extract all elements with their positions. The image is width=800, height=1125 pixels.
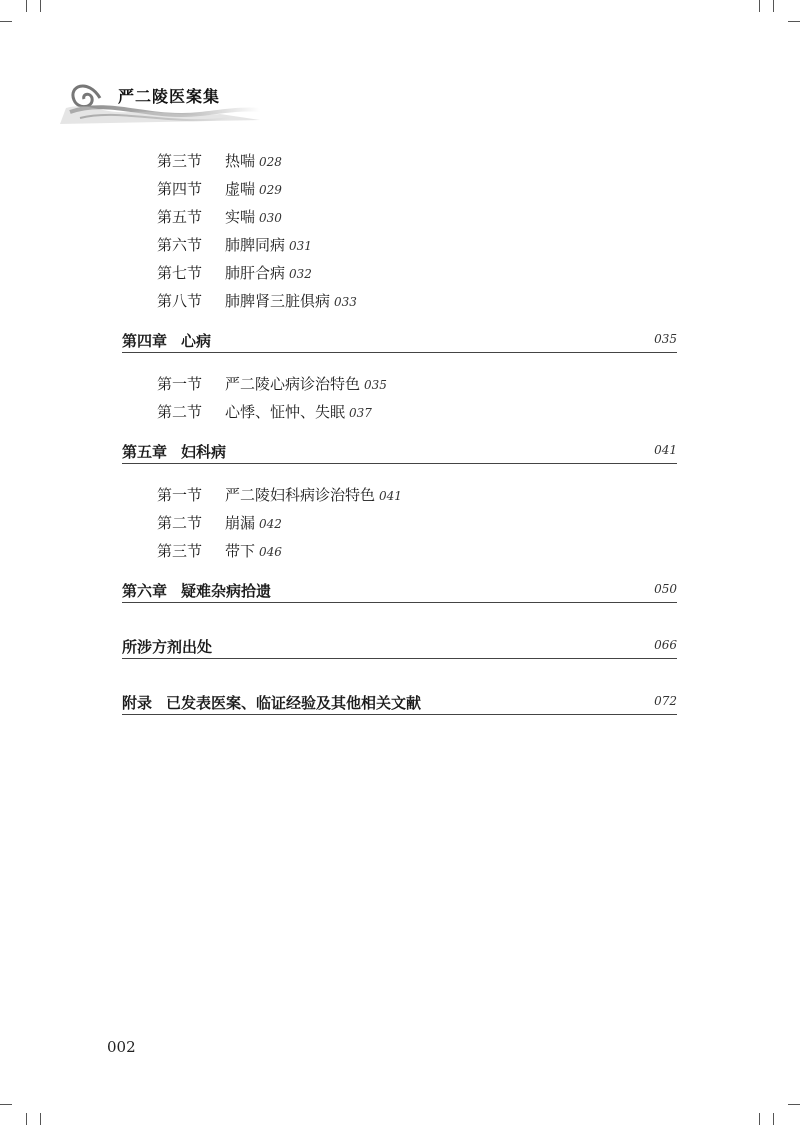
section-page: 031 <box>289 239 312 253</box>
chapter-title: 心病 <box>181 332 212 350</box>
toc-chapter[interactable] <box>122 580 677 603</box>
crop-mark <box>759 0 760 12</box>
crop-mark <box>759 1113 760 1125</box>
book-title: 严二陵医案集 <box>118 87 221 106</box>
section-title: 肺脾肾三脏俱病 <box>225 292 331 310</box>
chapter-number: 第六章 <box>122 582 168 600</box>
section-number: 第五节 <box>157 208 203 226</box>
section-page: 033 <box>334 295 357 309</box>
crop-mark <box>40 1113 41 1125</box>
section-title: 崩漏 <box>225 514 256 532</box>
section-number: 第一节 <box>157 486 203 504</box>
section-page: 035 <box>364 378 387 392</box>
chapter-title: 妇科病 <box>181 443 227 461</box>
section-title: 肺脾同病 <box>225 236 286 254</box>
chapter-page: 041 <box>654 443 677 457</box>
section-title: 心悸、怔忡、失眠 <box>225 403 346 421</box>
chapter-title: 所涉方剂出处 <box>122 638 213 656</box>
toc-chapter[interactable] <box>122 692 677 715</box>
toc-section[interactable] <box>157 234 312 255</box>
section-number: 第二节 <box>157 403 203 421</box>
toc-section[interactable] <box>157 401 372 422</box>
toc-section[interactable] <box>157 512 282 533</box>
chapter-page: 050 <box>654 582 677 596</box>
toc-section[interactable] <box>157 262 312 283</box>
toc-section[interactable] <box>157 150 282 171</box>
toc-section[interactable] <box>157 178 282 199</box>
crop-mark <box>0 1104 12 1105</box>
toc-section[interactable] <box>157 290 357 311</box>
section-page: 032 <box>289 267 312 281</box>
section-page: 046 <box>259 545 282 559</box>
section-title: 带下 <box>225 542 256 560</box>
section-page: 042 <box>259 517 282 531</box>
toc-section[interactable] <box>157 484 402 505</box>
section-number: 第一节 <box>157 375 203 393</box>
section-title: 严二陵妇科病诊治特色 <box>225 486 376 504</box>
section-number: 第七节 <box>157 264 203 282</box>
chapter-page: 066 <box>654 638 677 652</box>
section-page: 037 <box>349 406 372 420</box>
section-page: 041 <box>379 489 402 503</box>
section-title: 肺肝合病 <box>225 264 286 282</box>
section-page: 030 <box>259 211 282 225</box>
section-title: 虚喘 <box>225 180 256 198</box>
chapter-page: 035 <box>654 332 677 346</box>
section-number: 第八节 <box>157 292 203 310</box>
crop-mark <box>773 1113 774 1125</box>
chapter-title: 已发表医案、临证经验及其他相关文献 <box>166 694 422 712</box>
section-page: 029 <box>259 183 282 197</box>
section-number: 第四节 <box>157 180 203 198</box>
chapter-page: 072 <box>654 694 677 708</box>
chapter-title: 疑难杂病拾遗 <box>181 582 272 600</box>
page-number: 002 <box>107 1038 136 1056</box>
crop-mark <box>26 0 27 12</box>
chapter-number: 附录 <box>122 694 153 712</box>
toc-chapter[interactable] <box>122 330 677 353</box>
section-page: 028 <box>259 155 282 169</box>
toc-section[interactable] <box>157 373 387 394</box>
section-number: 第三节 <box>157 542 203 560</box>
section-title: 热喘 <box>225 152 256 170</box>
toc-chapter[interactable] <box>122 636 677 659</box>
crop-mark <box>788 1104 800 1105</box>
crop-mark <box>773 0 774 12</box>
toc-chapter[interactable] <box>122 441 677 464</box>
section-number: 第六节 <box>157 236 203 254</box>
crop-mark <box>40 0 41 12</box>
crop-mark <box>26 1113 27 1125</box>
crop-mark <box>788 21 800 22</box>
section-title: 实喘 <box>225 208 256 226</box>
section-number: 第二节 <box>157 514 203 532</box>
toc-section[interactable] <box>157 540 282 561</box>
section-number: 第三节 <box>157 152 203 170</box>
crop-mark <box>0 21 12 22</box>
chapter-number: 第五章 <box>122 443 168 461</box>
toc-section[interactable] <box>157 206 282 227</box>
chapter-number: 第四章 <box>122 332 168 350</box>
section-title: 严二陵心病诊治特色 <box>225 375 361 393</box>
